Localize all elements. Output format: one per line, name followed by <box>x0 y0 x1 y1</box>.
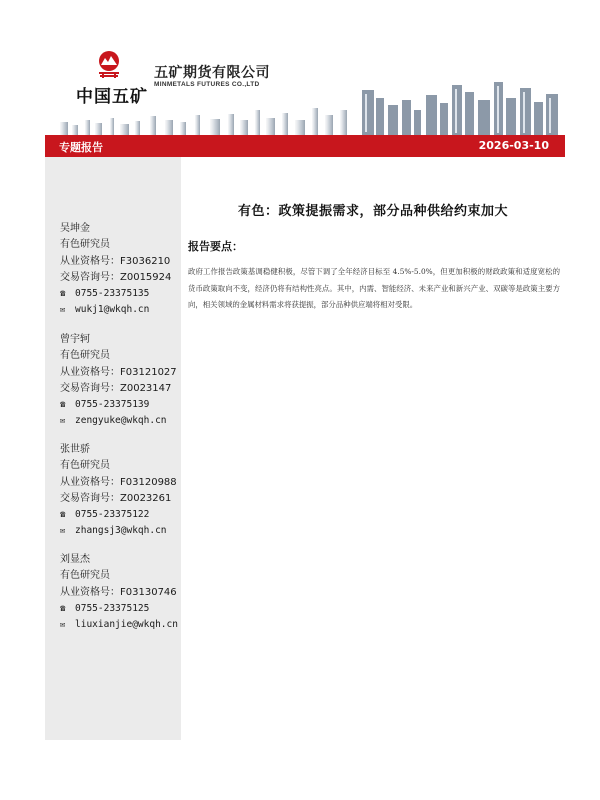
company-name-cn: 五矿期货有限公司 <box>154 65 270 81</box>
phone-icon: ☎ <box>60 603 66 614</box>
analyst-email[interactable]: liuxianjie@wkqh.cn <box>75 619 178 631</box>
analyst-role: 有色研究员 <box>60 239 110 251</box>
analyst-phone: 0755-23375139 <box>75 399 150 411</box>
analyst-qualification: 从业资格号：F03120988 <box>60 476 177 488</box>
analyst-email[interactable]: zengyuke@wkqh.cn <box>75 415 167 427</box>
analyst-phone-row <box>60 601 185 617</box>
analyst-email-row <box>60 413 185 429</box>
analyst-name: 刘显杰 <box>60 554 90 565</box>
analyst-card <box>60 221 185 319</box>
phone-icon: ☎ <box>60 400 66 411</box>
analyst-phone: 0755-23375122 <box>75 509 150 521</box>
analyst-name: 吴坤金 <box>60 223 90 234</box>
analyst-phone: 0755-23375125 <box>75 602 150 614</box>
key-points-text: 政府工作报告政策基调稳健积极，尽管下调了全年经济目标至 4.5%-5.0%，但更加积极的财政政策和适度宽松的货币政策取向不变，经济仍将有结构性亮点。其中，内需、智能经济、未来产业和新兴产业、双碳等是政策主要方向，相关领域的金属材料需求将获提振，部分品种供应端将相对受限。 <box>188 267 560 310</box>
report-header <box>0 0 600 135</box>
analyst-consult-number: 交易咨询号：Z0015924 <box>60 271 172 283</box>
analyst-phone-row <box>60 507 185 523</box>
analyst-card <box>60 332 185 430</box>
analyst-email-row <box>60 617 185 633</box>
phone-icon: ☎ <box>60 510 66 521</box>
city-skyline-graphic <box>0 70 600 135</box>
email-icon: ✉ <box>60 416 66 427</box>
analyst-email[interactable]: zhangsj3@wkqh.cn <box>75 525 167 537</box>
analyst-role: 有色研究员 <box>60 460 110 472</box>
brand-name: 中国五矿 <box>76 87 148 107</box>
key-points-heading: 报告要点： <box>188 240 243 253</box>
analyst-consult-number: 交易咨询号：Z0023147 <box>60 382 172 394</box>
analyst-name: 曾宇轲 <box>60 334 90 345</box>
analyst-consult-number: 交易咨询号：Z0023261 <box>60 492 172 504</box>
report-type-bar <box>45 135 565 157</box>
email-icon: ✉ <box>60 526 66 537</box>
analyst-qualification: 从业资格号：F03121027 <box>60 366 177 378</box>
email-icon: ✉ <box>60 620 66 631</box>
analyst-card <box>60 552 185 633</box>
analyst-phone-row <box>60 286 185 302</box>
analyst-sidebar <box>45 157 181 740</box>
analyst-role: 有色研究员 <box>60 350 110 362</box>
analyst-role: 有色研究员 <box>60 570 110 582</box>
analyst-name: 张世骄 <box>60 444 90 455</box>
analyst-email-row <box>60 302 185 318</box>
phone-icon: ☎ <box>60 289 66 300</box>
analyst-qualification: 从业资格号：F3036210 <box>60 255 171 267</box>
analyst-phone: 0755-23375135 <box>75 288 150 300</box>
analyst-qualification: 从业资格号：F03130746 <box>60 586 177 598</box>
analyst-email-row <box>60 523 185 539</box>
company-name-en: MINMETALS FUTURES CO.,LTD <box>154 81 260 88</box>
analyst-card <box>60 442 185 540</box>
report-type-label: 专题报告 <box>59 141 103 154</box>
report-date: 2026-03-10 <box>478 139 549 152</box>
analyst-phone-row <box>60 397 185 413</box>
email-icon: ✉ <box>60 305 66 316</box>
report-title: 有色：政策提振需求，部分品种供给约束加大 <box>237 204 508 219</box>
analyst-email[interactable]: wukj1@wkqh.cn <box>75 304 150 316</box>
